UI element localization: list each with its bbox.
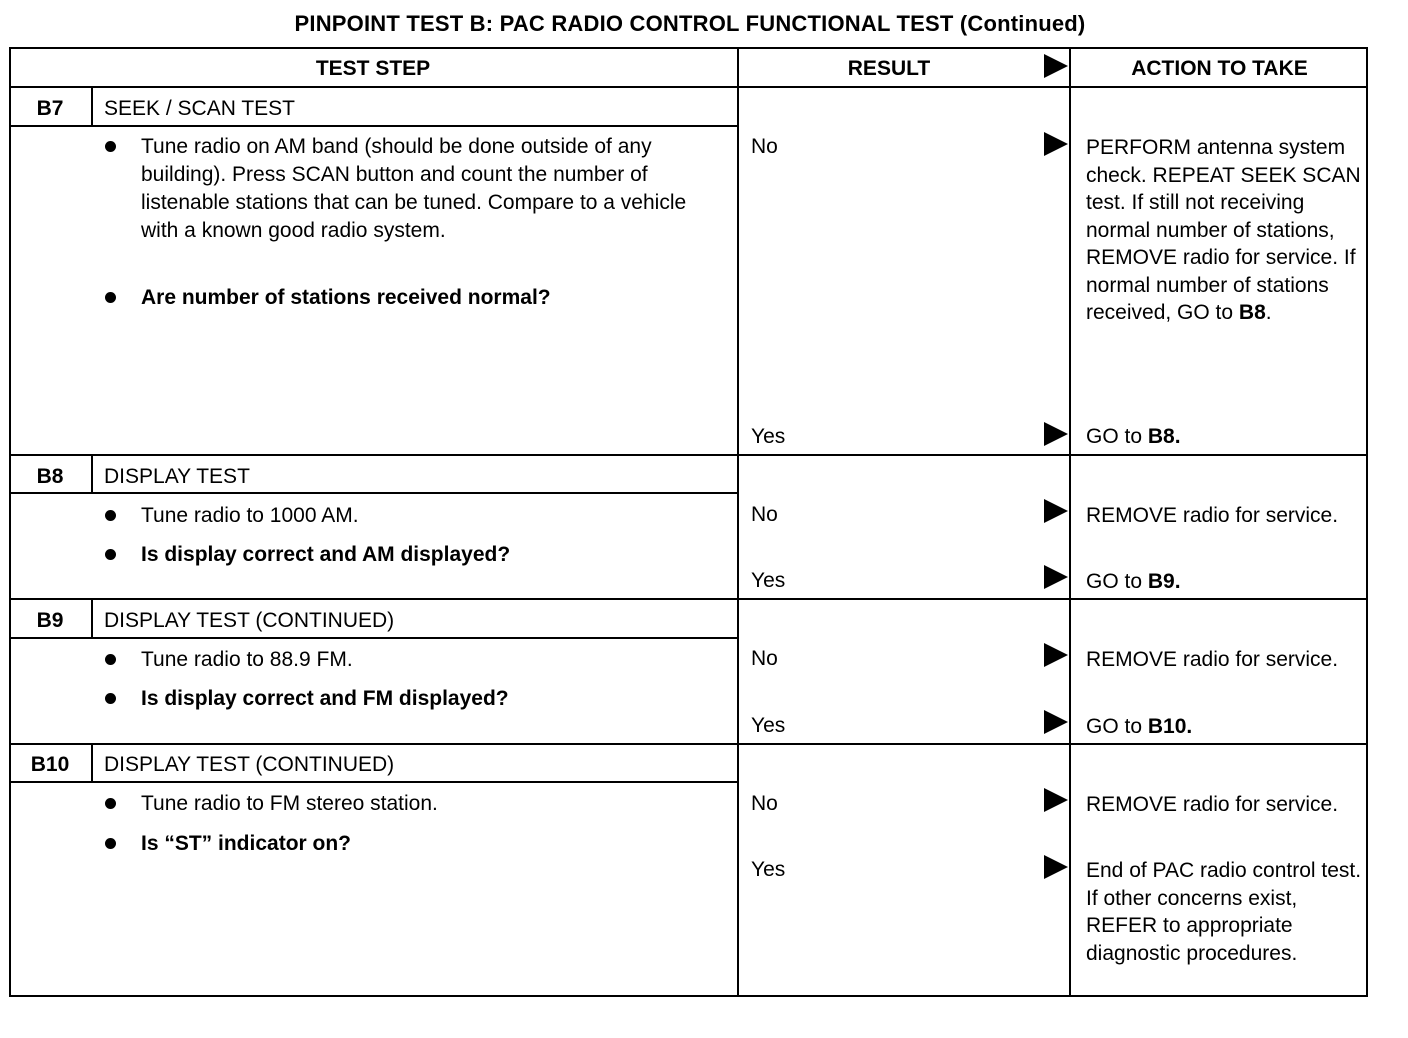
bullet-icon bbox=[105, 654, 116, 665]
step-name: DISPLAY TEST bbox=[104, 465, 250, 488]
row-divider bbox=[9, 454, 1368, 456]
code-divider bbox=[91, 743, 93, 782]
step-name-divider bbox=[9, 781, 737, 783]
action-text: PERFORM antenna system check. REPEAT SEEK SCAN test. If still not receiving normal number of stations, REMOVE radio for service. If normal number of stations received, GO to B8. bbox=[1086, 136, 1361, 324]
arrow-icon bbox=[1044, 710, 1068, 734]
step-question: Is display correct and AM displayed? bbox=[141, 543, 511, 566]
result-yes: Yes bbox=[751, 569, 786, 592]
result-no: No bbox=[751, 647, 778, 670]
bullet-icon bbox=[105, 798, 116, 809]
action-text: GO to B8. bbox=[1086, 425, 1181, 448]
bullet-icon bbox=[105, 838, 116, 849]
step-name: DISPLAY TEST (CONTINUED) bbox=[104, 609, 395, 632]
arrow-icon bbox=[1044, 54, 1068, 78]
bullet-icon bbox=[105, 141, 116, 152]
code-divider bbox=[91, 86, 93, 126]
bullet-icon bbox=[105, 693, 116, 704]
step-question: Is display correct and FM displayed? bbox=[141, 687, 509, 710]
code-divider bbox=[91, 598, 93, 638]
header-action: ACTION TO TAKE bbox=[1131, 57, 1308, 80]
step-question: Are number of stations received normal? bbox=[141, 286, 551, 309]
arrow-icon bbox=[1044, 132, 1068, 156]
step-instruction: Tune radio to 1000 AM. bbox=[141, 504, 359, 527]
action-text: End of PAC radio control test. If other concerns exist, REFER to appropriate diagnostic procedures. bbox=[1086, 859, 1362, 965]
bullet-icon bbox=[105, 549, 116, 560]
step-name-divider bbox=[9, 492, 737, 494]
result-no: No bbox=[751, 135, 778, 158]
bullet-icon bbox=[105, 510, 116, 521]
result-yes: Yes bbox=[751, 858, 786, 881]
step-name: DISPLAY TEST (CONTINUED) bbox=[104, 753, 395, 776]
step-name-divider bbox=[9, 125, 737, 127]
action-text: GO to B9. bbox=[1086, 570, 1181, 593]
page-title: PINPOINT TEST B: PAC RADIO CONTROL FUNCTIONAL TEST (Continued) bbox=[294, 11, 1086, 36]
step-name-divider bbox=[9, 637, 737, 639]
step-code: B7 bbox=[36, 97, 64, 120]
result-no: No bbox=[751, 792, 778, 815]
step-code: B10 bbox=[30, 753, 70, 776]
header-test-step: TEST STEP bbox=[315, 57, 431, 80]
step-instruction: Tune radio to 88.9 FM. bbox=[141, 648, 353, 671]
arrow-icon bbox=[1044, 565, 1068, 589]
result-yes: Yes bbox=[751, 714, 786, 737]
action-text: REMOVE radio for service. bbox=[1086, 793, 1339, 816]
arrow-icon bbox=[1044, 855, 1068, 879]
action-text: GO to B10. bbox=[1086, 715, 1193, 738]
step-question: Is “ST” indicator on? bbox=[141, 832, 352, 855]
step-instruction: Tune radio on AM band (should be done outside of any building). Press SCAN button and count the number of listenable stations that can be tuned. Compare to a vehicle with a known good radio system. bbox=[141, 135, 687, 242]
step-code: B9 bbox=[36, 609, 64, 632]
action-text: REMOVE radio for service. bbox=[1086, 504, 1339, 527]
step-name: SEEK / SCAN TEST bbox=[104, 97, 295, 120]
bullet-icon bbox=[105, 292, 116, 303]
column-divider bbox=[1069, 47, 1071, 997]
column-divider bbox=[737, 47, 739, 997]
step-instruction: Tune radio to FM stereo station. bbox=[141, 792, 438, 815]
result-no: No bbox=[751, 503, 778, 526]
arrow-icon bbox=[1044, 788, 1068, 812]
step-code: B8 bbox=[36, 465, 64, 488]
row-divider bbox=[9, 743, 1368, 745]
arrow-icon bbox=[1044, 422, 1068, 446]
arrow-icon bbox=[1044, 499, 1068, 523]
arrow-icon bbox=[1044, 643, 1068, 667]
header-result: RESULT bbox=[847, 57, 931, 80]
row-divider bbox=[9, 598, 1368, 600]
code-divider bbox=[91, 454, 93, 493]
action-text: REMOVE radio for service. bbox=[1086, 648, 1339, 671]
result-yes: Yes bbox=[751, 425, 786, 448]
header-divider bbox=[9, 86, 1368, 88]
